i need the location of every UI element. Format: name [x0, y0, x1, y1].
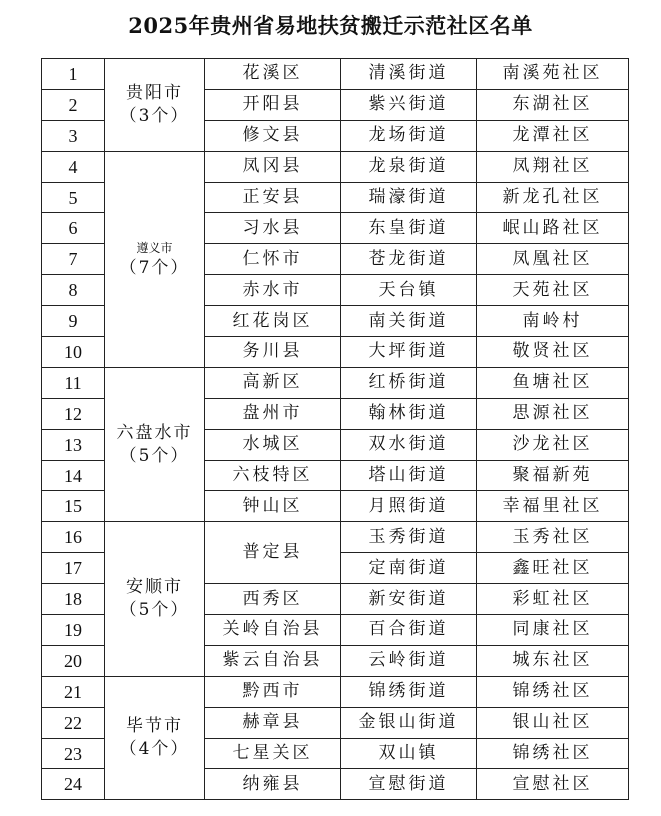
community-cell: 聚福新苑 — [477, 460, 629, 491]
city-count: （4个） — [119, 739, 190, 760]
county-cell: 关岭自治县 — [205, 615, 341, 646]
street-cell: 双水街道 — [341, 429, 477, 460]
community-cell: 东湖社区 — [477, 89, 629, 120]
row-number: 4 — [42, 151, 105, 182]
row-number: 7 — [42, 244, 105, 275]
community-cell: 天苑社区 — [477, 275, 629, 306]
street-cell: 东皇街道 — [341, 213, 477, 244]
table-row — [42, 676, 629, 707]
county-cell: 纳雍县 — [205, 769, 341, 800]
community-cell: 锦绣社区 — [477, 676, 629, 707]
community-cell: 南岭村 — [477, 306, 629, 337]
county-cell: 习水县 — [205, 213, 341, 244]
county-cell: 红花岗区 — [205, 306, 341, 337]
community-cell: 南溪苑社区 — [477, 59, 629, 90]
community-cell: 玉秀社区 — [477, 522, 629, 553]
city-count: （7个） — [119, 257, 190, 278]
county-cell: 盘州市 — [205, 398, 341, 429]
county-cell: 修文县 — [205, 120, 341, 151]
city-cell — [105, 676, 205, 800]
county-cell: 紫云自治县 — [205, 645, 341, 676]
community-cell: 岷山路社区 — [477, 213, 629, 244]
county-cell: 西秀区 — [205, 584, 341, 615]
community-cell: 新龙孔社区 — [477, 182, 629, 213]
row-number: 23 — [42, 738, 105, 769]
street-cell: 红桥街道 — [341, 367, 477, 398]
street-cell: 大坪街道 — [341, 337, 477, 368]
street-cell: 玉秀街道 — [341, 522, 477, 553]
city-name: 安顺市 — [126, 577, 183, 598]
county-cell: 花溪区 — [205, 59, 341, 90]
street-cell: 苍龙街道 — [341, 244, 477, 275]
community-cell: 锦绣社区 — [477, 738, 629, 769]
row-number: 9 — [42, 306, 105, 337]
city-name: 遵义市 — [136, 240, 173, 255]
row-number: 19 — [42, 615, 105, 646]
county-cell: 赫章县 — [205, 707, 341, 738]
street-cell: 新安街道 — [341, 584, 477, 615]
street-cell: 百合街道 — [341, 615, 477, 646]
county-cell: 钟山区 — [205, 491, 341, 522]
row-number: 2 — [42, 89, 105, 120]
community-cell: 凤凰社区 — [477, 244, 629, 275]
city-count: （5个） — [119, 600, 190, 621]
community-cell: 彩虹社区 — [477, 584, 629, 615]
city-cell — [105, 367, 205, 521]
county-cell: 六枝特区 — [205, 460, 341, 491]
street-cell: 月照街道 — [341, 491, 477, 522]
city-cell — [105, 151, 205, 367]
county-cell: 正安县 — [205, 182, 341, 213]
community-cell: 沙龙社区 — [477, 429, 629, 460]
street-cell: 南关街道 — [341, 306, 477, 337]
row-number: 5 — [42, 182, 105, 213]
community-cell: 宣慰社区 — [477, 769, 629, 800]
street-cell: 龙泉街道 — [341, 151, 477, 182]
row-number: 20 — [42, 645, 105, 676]
city-cell — [105, 522, 205, 676]
street-cell: 锦绣街道 — [341, 676, 477, 707]
row-number: 22 — [42, 707, 105, 738]
community-cell: 思源社区 — [477, 398, 629, 429]
county-cell: 仁怀市 — [205, 244, 341, 275]
city-name: 毕节市 — [126, 716, 183, 737]
row-number: 8 — [42, 275, 105, 306]
page-title: 2025年贵州省易地扶贫搬迁示范社区名单 — [128, 13, 533, 38]
street-cell: 龙场街道 — [341, 120, 477, 151]
county-cell: 高新区 — [205, 367, 341, 398]
street-cell: 天台镇 — [341, 275, 477, 306]
community-cell: 城东社区 — [477, 645, 629, 676]
community-cell: 鑫旺社区 — [477, 553, 629, 584]
row-number: 16 — [42, 522, 105, 553]
row-number: 12 — [42, 398, 105, 429]
table-row — [42, 522, 629, 553]
row-number: 6 — [42, 213, 105, 244]
row-number: 10 — [42, 337, 105, 368]
county-cell: 水城区 — [205, 429, 341, 460]
city-cell — [105, 59, 205, 152]
street-cell: 云岭街道 — [341, 645, 477, 676]
street-cell: 双山镇 — [341, 738, 477, 769]
row-number: 15 — [42, 491, 105, 522]
street-cell: 宣慰街道 — [341, 769, 477, 800]
row-number: 11 — [42, 367, 105, 398]
row-number: 1 — [42, 59, 105, 90]
city-name: 贵阳市 — [126, 82, 183, 103]
street-cell: 定南街道 — [341, 553, 477, 584]
county-cell: 赤水市 — [205, 275, 341, 306]
city-count: （5个） — [119, 445, 190, 466]
table-row — [42, 59, 629, 90]
county-cell: 黔西市 — [205, 676, 341, 707]
community-table — [41, 58, 629, 800]
county-cell: 开阳县 — [205, 89, 341, 120]
street-cell: 塔山街道 — [341, 460, 477, 491]
table-row — [42, 367, 629, 398]
county-cell: 凤冈县 — [205, 151, 341, 182]
community-cell: 敬贤社区 — [477, 337, 629, 368]
community-cell: 龙潭社区 — [477, 120, 629, 151]
street-cell: 翰林街道 — [341, 398, 477, 429]
city-count: （3个） — [119, 105, 190, 126]
county-cell: 七星关区 — [205, 738, 341, 769]
county-cell: 普定县 — [205, 522, 341, 584]
community-cell: 同康社区 — [477, 615, 629, 646]
community-cell: 幸福里社区 — [477, 491, 629, 522]
row-number: 21 — [42, 676, 105, 707]
row-number: 14 — [42, 460, 105, 491]
community-cell: 银山社区 — [477, 707, 629, 738]
row-number: 13 — [42, 429, 105, 460]
county-cell: 务川县 — [205, 337, 341, 368]
street-cell: 瑞濠街道 — [341, 182, 477, 213]
street-cell: 清溪街道 — [341, 59, 477, 90]
community-cell: 鱼塘社区 — [477, 367, 629, 398]
table-row — [42, 151, 629, 182]
street-cell: 紫兴街道 — [341, 89, 477, 120]
row-number: 18 — [42, 584, 105, 615]
row-number: 3 — [42, 120, 105, 151]
city-name: 六盘水市 — [116, 422, 193, 443]
row-number: 17 — [42, 553, 105, 584]
row-number: 24 — [42, 769, 105, 800]
community-cell: 凤翔社区 — [477, 151, 629, 182]
street-cell: 金银山街道 — [341, 707, 477, 738]
